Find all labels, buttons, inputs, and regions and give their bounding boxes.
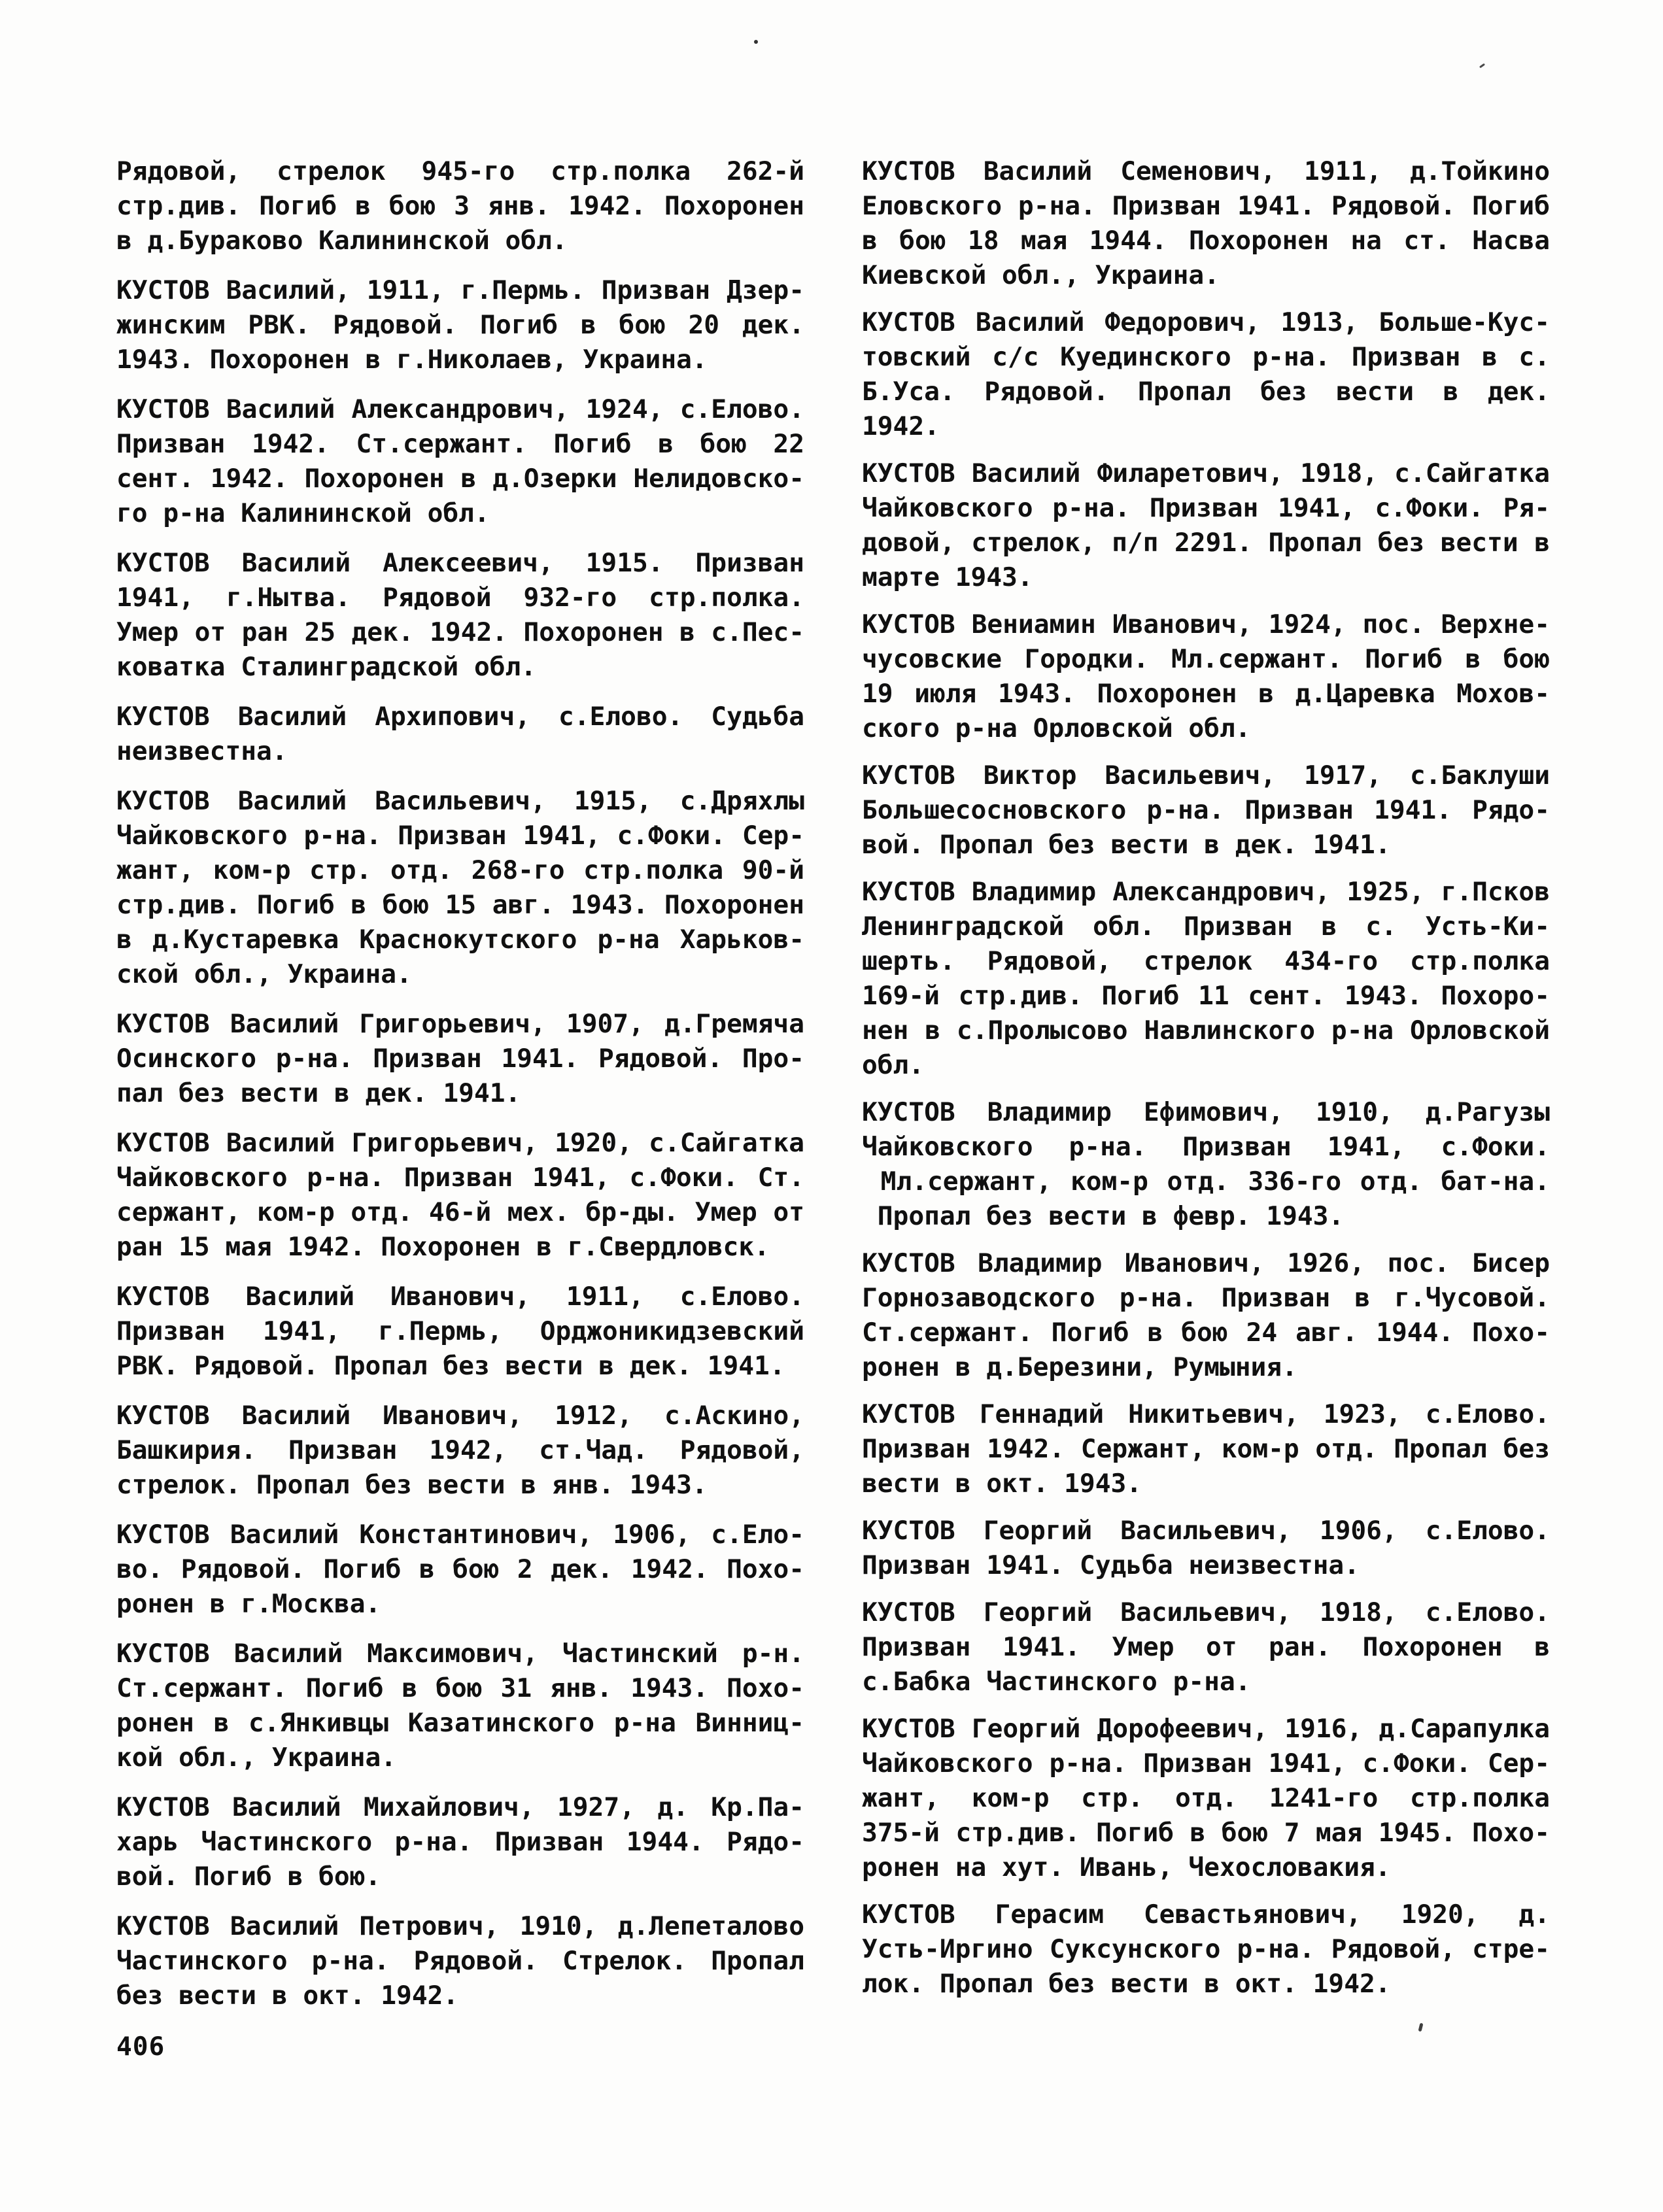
right-column [862,154,1550,2014]
entry-line: Рядовой, стрелок 945-го стр.полка 262-й [116,156,804,186]
entry-line: КУСТОВ Георгий Дорофеевич, 1916, д.Сарапулка [862,1714,1550,1744]
memorial-entry [116,392,804,531]
entry-line: КУСТОВ Герасим Севастьянович, 1920, д. [862,1899,1550,1930]
entry-line: стр.див. Погиб в бою 15 авг. 1943. Похоронен [116,890,804,920]
entry-line: КУСТОВ Василий Филаретович, 1918, с.Сайгатка [862,458,1550,488]
entry-line: Ст.сержант. Погиб в бою 31 янв. 1943. Похо- [116,1673,804,1703]
scan-speck [1418,2023,1424,2032]
entry-line: жинским РВК. Рядовой. Погиб в бою 20 дек. [116,310,804,340]
entry-line: КУСТОВ Василий Михайлович, 1927, д. Кр.Па- [116,1792,804,1822]
memorial-entry [862,1595,1550,1699]
entry-line: го р-на Калининской обл. [116,498,490,528]
entry-line: КУСТОВ Василий Григорьевич, 1907, д.Гремяча [116,1009,804,1039]
entry-line: Башкирия. Призван 1942, ст.Чад. Рядовой, [116,1435,804,1465]
entry-line: КУСТОВ Василий Семенович, 1911, д.Тойкино [862,156,1550,186]
scan-speck [1479,63,1485,69]
memorial-entry [862,456,1550,595]
entry-line: Призван 1941, г.Пермь, Орджоникидзевский [116,1316,804,1346]
entry-line: КУСТОВ Владимир Александрович, 1925, г.Псков [862,877,1550,907]
entry-line: чусовские Городки. Мл.сержант. Погиб в бою [862,644,1550,674]
entry-line: Чайковского р-на. Призван 1941, с.Фоки. Сер- [862,1748,1550,1778]
scan-speck [754,40,758,44]
entry-line: в д.Кустаревка Краснокутского р-на Харьков- [116,925,804,955]
entry-line: Осинского р-на. Призван 1941. Рядовой. Про- [116,1044,804,1074]
entry-line: стрелок. Пропал без вести в янв. 1943. [116,1470,708,1500]
entry-line: стр.див. Погиб в бою 3 янв. 1942. Похоронен [116,191,804,221]
entry-line: коватка Сталинградской обл. [116,652,537,682]
memorial-entry [862,875,1550,1083]
entry-line: КУСТОВ Георгий Васильевич, 1918, с.Елово. [862,1597,1550,1627]
entry-line: КУСТОВ Георгий Васильевич, 1906, с.Елово. [862,1516,1550,1546]
entry-line: Усть-Иргино Суксунского р-на. Рядовой, стре- [862,1934,1550,1964]
entry-line: Призван 1942. Ст.сержант. Погиб в бою 22 [116,429,804,459]
entry-line: пал без вести в дек. 1941. [116,1078,521,1108]
memorial-entry [116,784,804,992]
entry-line: КУСТОВ Василий Архипович, с.Елово. Судьба [116,702,804,732]
entry-line: жант, ком-р стр. отд. 1241-го стр.полка [862,1783,1550,1813]
entry-line: вой. Пропал без вести в дек. 1941. [862,830,1391,860]
entry-line: КУСТОВ Василий Федорович, 1913, Больше-Кус- [862,307,1550,337]
entry-line: КУСТОВ Владимир Ефимович, 1910, д.Рагузы [862,1097,1550,1127]
entry-line: сент. 1942. Похоронен в д.Озерки Нелидовско- [116,464,804,494]
memorial-entry [116,1909,804,2013]
entry-line: Умер от ран 25 дек. 1942. Похоронен в с.Пес- [116,617,804,647]
entry-line: РВК. Рядовой. Пропал без вести в дек. 1941. [116,1351,785,1381]
entry-line: вести в окт. 1943. [862,1469,1142,1499]
memorial-entry [862,1897,1550,2001]
entry-line: КУСТОВ Василий Григорьевич, 1920, с.Сайгатка [116,1128,804,1158]
entry-line: КУСТОВ Василий Константинович, 1906, с.Ело- [116,1520,804,1550]
entry-line: ского р-на Орловской обл. [862,713,1251,743]
entry-line: 1942. [862,411,940,441]
entry-line: КУСТОВ Владимир Иванович, 1926, пос. Бисер [862,1248,1550,1278]
entry-line: КУСТОВ Василий Иванович, 1911, с.Елово. [116,1282,804,1312]
entry-line: Большесосновского р-на. Призван 1941. Рядо- [862,795,1550,825]
entry-line: жант, ком-р стр. отд. 268-го стр.полка 90-й [116,855,804,885]
entry-line: нен в с.Пролысово Навлинского р-на Орловской [862,1015,1550,1046]
entry-line: ронен на хут. Ивань, Чехословакия. [862,1852,1391,1882]
entry-line: КУСТОВ Василий Александрович, 1924, с.Елово. [116,394,804,424]
entry-line: Мл.сержант, ком-р отд. 336-го отд. бат-на. [862,1166,1550,1197]
memorial-entry [862,1246,1550,1385]
entry-line: Призван 1941. Умер от ран. Похоронен в [862,1632,1550,1662]
memorial-entry [862,305,1550,444]
memorial-entry [862,1095,1550,1234]
memorial-entry [862,154,1550,293]
entry-line: во. Рядовой. Погиб в бою 2 дек. 1942. Похо- [116,1554,804,1584]
entry-line: Призван 1942. Сержант, ком-р отд. Пропал без [862,1434,1550,1464]
memorial-entry [116,1518,804,1622]
entry-line: сержант, ком-р отд. 46-й мех. бр-ды. Умер от [116,1197,804,1227]
left-column [116,154,804,2028]
memorial-entry [116,1280,804,1384]
memorial-entry [116,154,804,258]
entry-line: без вести в окт. 1942. [116,1981,459,2011]
memorial-entry [862,1712,1550,1885]
entry-line: в бою 18 мая 1944. Похоронен на ст. Насва [862,226,1550,256]
memorial-entry [116,1007,804,1111]
entry-line: Чайковского р-на. Призван 1941, с.Фоки. Сер- [116,821,804,851]
entry-line: 375-й стр.див. Погиб в бою 7 мая 1945. Похо- [862,1818,1550,1848]
entry-line: лок. Пропал без вести в окт. 1942. [862,1969,1391,1999]
entry-line: вой. Погиб в бою. [116,1862,381,1892]
entry-line: кой обл., Украина. [116,1743,397,1773]
memorial-entry [862,1397,1550,1501]
memorial-entry [116,1790,804,1894]
entry-line: Призван 1941. Судьба неизвестна. [862,1550,1360,1580]
entry-line: Еловского р-на. Призван 1941. Рядовой. Погиб [862,191,1550,221]
entry-line: Ст.сержант. Погиб в бою 24 авг. 1944. Похо- [862,1318,1550,1348]
entry-line: неизвестна. [116,736,288,766]
entry-line: Частинского р-на. Рядовой. Стрелок. Пропал [116,1946,804,1976]
entry-line: КУСТОВ Геннадий Никитьевич, 1923, с.Елово. [862,1399,1550,1429]
entry-line: обл. [862,1050,925,1080]
entry-line: 19 июля 1943. Похоронен в д.Царевка Мохов- [862,679,1550,709]
entry-line: довой, стрелок, п/п 2291. Пропал без вести в [862,528,1550,558]
entry-line: Чайковского р-на. Призван 1941, с.Фоки. Ст. [116,1163,804,1193]
entry-line: харь Частинского р-на. Призван 1944. Рядо- [116,1827,804,1857]
entry-line: 169-й стр.див. Погиб 11 сент. 1943. Похоро- [862,981,1550,1011]
entry-line: КУСТОВ Василий, 1911, г.Пермь. Призван Дзер- [116,275,804,305]
entry-line: марте 1943. [862,562,1033,592]
entry-line: КУСТОВ Василий Иванович, 1912, с.Аскино, [116,1401,804,1431]
entry-line: 1941, г.Нытва. Рядовой 932-го стр.полка. [116,583,804,613]
entry-line: Киевской обл., Украина. [862,260,1220,290]
memorial-entry [116,546,804,685]
entry-line: Чайковского р-на. Призван 1941, с.Фоки. Ря- [862,493,1550,523]
memorial-entry [116,273,804,377]
entry-line: КУСТОВ Василий Петрович, 1910, д.Лепеталово [116,1911,804,1941]
entry-line: КУСТОВ Виктор Васильевич, 1917, с.Баклуши [862,760,1550,791]
entry-line: ской обл., Украина. [116,959,412,989]
entry-line: Ленинградской обл. Призван в с. Усть-Ки- [862,911,1550,942]
memorial-entry [116,1399,804,1503]
entry-line: КУСТОВ Василий Максимович, Частинский р-н. [116,1639,804,1669]
memorial-entry [116,700,804,769]
entry-line: Пропал без вести в февр. 1943. [862,1201,1345,1231]
memorial-entry [862,1514,1550,1583]
entry-line: товский с/с Куединского р-на. Призван в с. [862,342,1550,372]
entry-line: Чайковского р-на. Призван 1941, с.Фоки. [862,1132,1550,1162]
entry-line: ронен в г.Москва. [116,1589,381,1619]
entry-line: КУСТОВ Василий Васильевич, 1915, с.Дряхлы [116,786,804,816]
memorial-entry [862,758,1550,862]
entry-line: 1943. Похоронен в г.Николаев, Украина. [116,345,708,375]
entry-line: с.Бабка Частинского р-на. [862,1667,1251,1697]
entry-line: Б.Уса. Рядовой. Пропал без вести в дек. [862,377,1550,407]
entry-line: в д.Бураково Калининской обл. [116,226,568,256]
entry-line: ран 15 мая 1942. Похоронен в г.Свердловск. [116,1232,770,1262]
page-number: 406 [116,2032,165,2062]
memorial-entry [862,607,1550,746]
entry-line: Горнозаводского р-на. Призван в г.Чусовой. [862,1283,1550,1313]
entry-line: ронен в с.Янкивцы Казатинского р-на Винниц- [116,1708,804,1738]
entry-line: КУСТОВ Василий Алексеевич, 1915. Призван [116,548,804,578]
memorial-entry [116,1126,804,1265]
entry-line: шерть. Рядовой, стрелок 434-го стр.полка [862,946,1550,976]
entry-line: КУСТОВ Вениамин Иванович, 1924, пос. Верхне- [862,609,1550,639]
entry-line: ронен в д.Березини, Румыния. [862,1352,1297,1382]
memorial-entry [116,1637,804,1775]
